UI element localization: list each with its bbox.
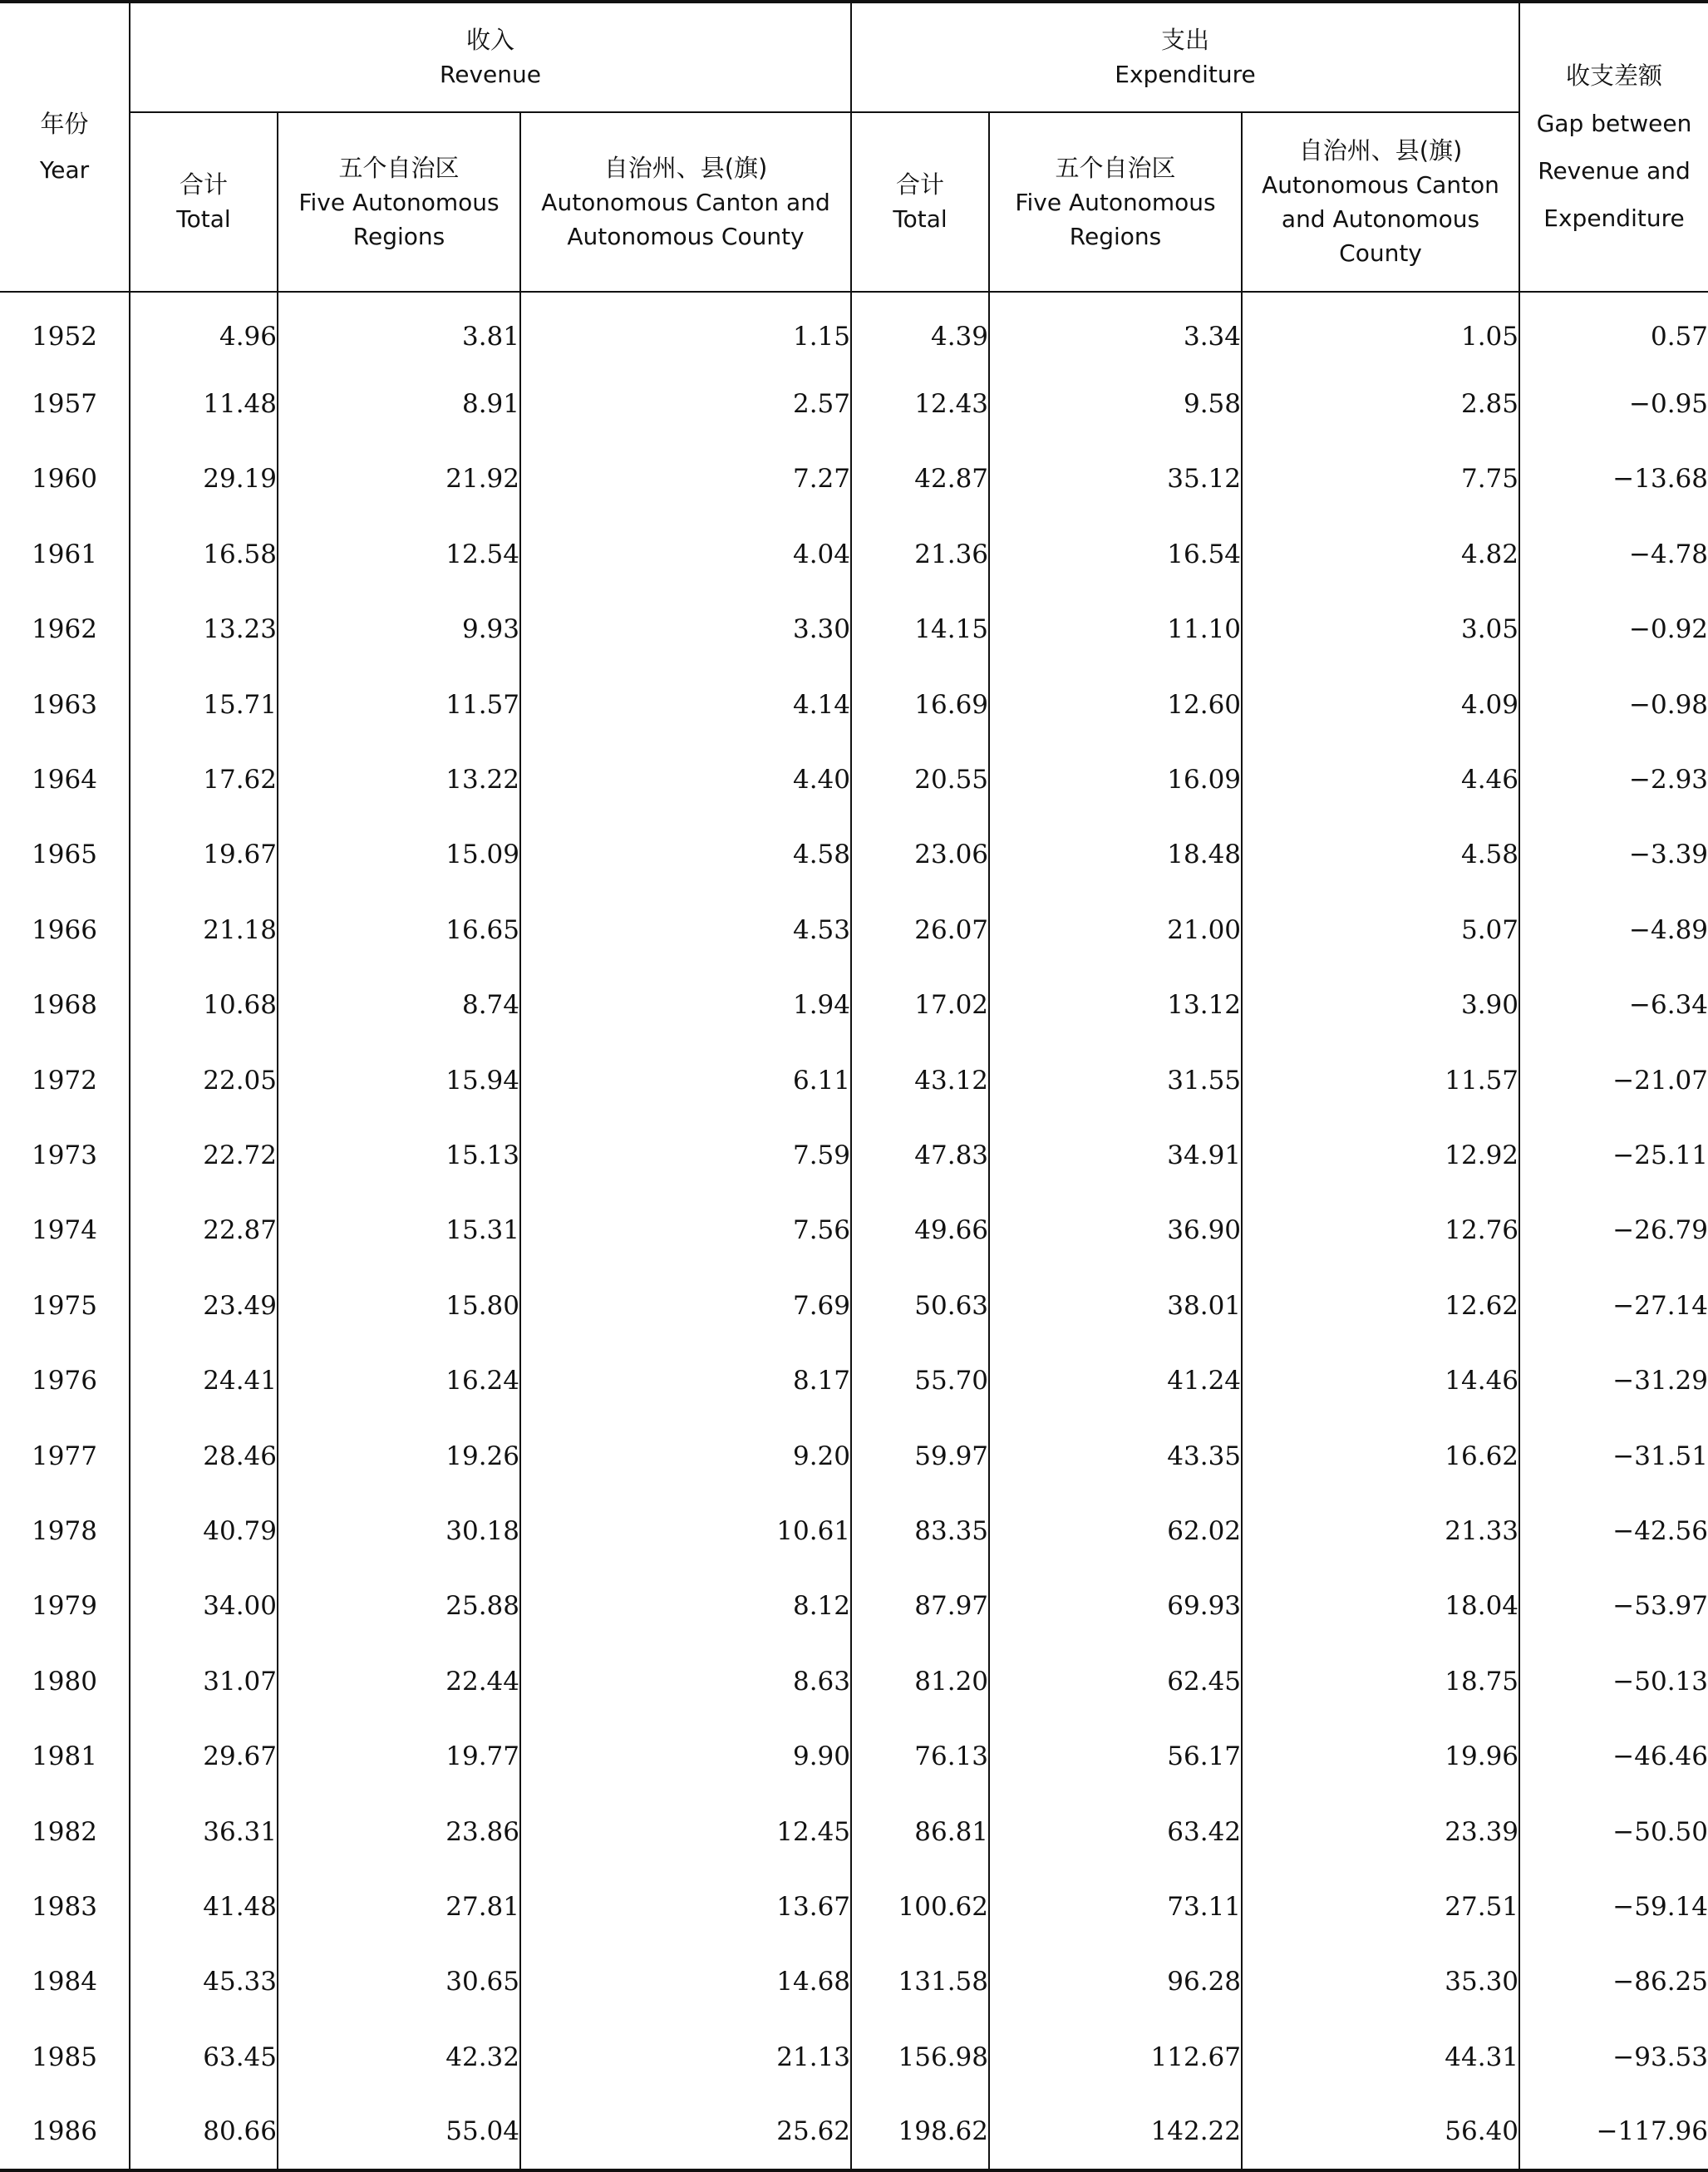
header-year-en: Year [39,156,90,184]
cell-revenue-total: 45.33 [130,1945,278,2020]
cell-year: 1973 [0,1118,130,1193]
cell-revenue-canton: 7.56 [520,1194,851,1268]
cell-revenue-regions: 30.65 [278,1945,520,2020]
header-expenditure-zh: 支出 [1161,26,1210,54]
header-revenue-regions [278,112,520,292]
cell-expenditure-canton: 19.96 [1242,1719,1519,1794]
header-expenditure-regions-en-1: Five Autonomous [1015,188,1216,216]
cell-year: 1982 [0,1795,130,1869]
cell-expenditure-regions: 35.12 [989,442,1242,517]
cell-year: 1960 [0,442,130,517]
cell-revenue-canton: 12.45 [520,1795,851,1869]
header-revenue-regions-en-1: Five Autonomous [298,188,500,216]
cell-revenue-canton: 7.69 [520,1268,851,1343]
header-revenue [130,2,851,112]
cell-expenditure-canton: 27.51 [1242,1869,1519,1944]
cell-revenue-canton: 9.20 [520,1419,851,1494]
cell-expenditure-regions: 11.10 [989,593,1242,667]
table-row [0,742,1708,817]
cell-expenditure-total: 81.20 [851,1644,989,1719]
table-row [0,367,1708,441]
cell-expenditure-canton: 12.76 [1242,1194,1519,1268]
cell-revenue-total: 40.79 [130,1494,278,1569]
cell-revenue-total: 34.00 [130,1569,278,1644]
header-gap [1519,2,1708,292]
cell-gap: −42.56 [1612,1515,1708,1546]
cell-year: 1984 [0,1945,130,2020]
cell-expenditure-regions: 31.55 [989,1043,1242,1118]
cell-revenue-canton: 3.30 [520,593,851,667]
table-row [0,1118,1708,1193]
header-revenue-canton-zh: 自治州、县(旗) [603,153,768,182]
cell-year: 1983 [0,1869,130,1944]
header-revenue-zh: 收入 [466,26,515,54]
table-row [0,2020,1708,2095]
cell-revenue-regions: 16.65 [278,893,520,968]
cell-revenue-total: 63.45 [130,2020,278,2095]
table-row [0,1795,1708,1869]
cell-expenditure-total: 156.98 [851,2020,989,2095]
cell-revenue-canton: 4.58 [520,818,851,893]
cell-expenditure-regions: 16.09 [989,742,1242,817]
table-row [0,1719,1708,1794]
cell-revenue-total: 17.62 [130,742,278,817]
cell-revenue-regions: 25.88 [278,1569,520,1644]
cell-expenditure-canton: 3.90 [1242,968,1519,1043]
cell-revenue-regions: 27.81 [278,1869,520,1944]
cell-expenditure-regions: 43.35 [989,1419,1242,1494]
header-expenditure-total-zh: 合计 [896,170,945,199]
header-expenditure-canton [1242,112,1519,292]
cell-expenditure-canton: 16.62 [1242,1419,1519,1494]
cell-revenue-regions: 23.86 [278,1795,520,1869]
cell-expenditure-total: 76.13 [851,1719,989,1794]
table-row [0,667,1708,742]
cell-expenditure-regions: 21.00 [989,893,1242,968]
cell-gap: −25.11 [1612,1140,1708,1170]
header-revenue-canton-en-1: Autonomous Canton and [541,188,830,216]
cell-expenditure-regions: 3.34 [989,292,1242,367]
cell-expenditure-regions: 12.60 [989,667,1242,742]
cell-year: 1952 [0,292,130,367]
cell-gap: −86.25 [1612,1967,1708,1997]
table-row [0,1644,1708,1719]
cell-year: 1979 [0,1569,130,1644]
cell-revenue-regions: 15.94 [278,1043,520,1118]
cell-revenue-total: 23.49 [130,1268,278,1343]
table-row [0,1494,1708,1569]
cell-expenditure-total: 100.62 [851,1869,989,1944]
cell-expenditure-total: 43.12 [851,1043,989,1118]
cell-year: 1965 [0,818,130,893]
cell-expenditure-total: 49.66 [851,1194,989,1268]
cell-revenue-regions: 55.04 [278,2095,520,2170]
cell-year: 1977 [0,1419,130,1494]
header-expenditure-regions-zh: 五个自治区 [1055,153,1176,182]
cell-expenditure-canton: 12.62 [1242,1268,1519,1343]
cell-revenue-total: 10.68 [130,968,278,1043]
header-revenue-total-zh: 合计 [179,170,228,199]
cell-revenue-regions: 3.81 [278,292,520,367]
cell-year: 1968 [0,968,130,1043]
cell-expenditure-total: 42.87 [851,442,989,517]
table-row [0,2095,1708,2170]
table-row [0,1343,1708,1418]
header-revenue-canton [520,112,851,292]
cell-revenue-regions: 13.22 [278,742,520,817]
cell-revenue-regions: 15.09 [278,818,520,893]
cell-revenue-total: 4.96 [130,292,278,367]
cell-expenditure-total: 17.02 [851,968,989,1043]
cell-year: 1981 [0,1719,130,1794]
cell-expenditure-canton: 23.39 [1242,1795,1519,1869]
cell-expenditure-canton: 11.57 [1242,1043,1519,1118]
cell-revenue-regions: 22.44 [278,1644,520,1719]
table-body [0,292,1708,2170]
cell-year: 1980 [0,1644,130,1719]
cell-year: 1986 [0,2095,130,2170]
cell-revenue-regions: 11.57 [278,667,520,742]
cell-revenue-canton: 7.59 [520,1118,851,1193]
cell-gap: −93.53 [1612,2041,1708,2072]
cell-expenditure-total: 47.83 [851,1118,989,1193]
cell-expenditure-total: 87.97 [851,1569,989,1644]
header-expenditure-total-en: Total [893,205,948,233]
cell-expenditure-total: 4.39 [851,292,989,367]
header-expenditure-total [851,112,989,292]
cell-gap: −0.92 [1629,614,1708,645]
cell-expenditure-regions: 112.67 [989,2020,1242,2095]
cell-expenditure-canton: 18.75 [1242,1644,1519,1719]
cell-revenue-regions: 8.74 [278,968,520,1043]
cell-expenditure-canton: 4.58 [1242,818,1519,893]
cell-revenue-regions: 8.91 [278,367,520,441]
header-year-zh: 年份 [40,110,89,138]
cell-year: 1964 [0,742,130,817]
cell-expenditure-canton: 4.82 [1242,517,1519,592]
cell-expenditure-regions: 63.42 [989,1795,1242,1869]
cell-gap: −27.14 [1612,1290,1708,1321]
cell-revenue-total: 24.41 [130,1343,278,1418]
cell-revenue-canton: 9.90 [520,1719,851,1794]
cell-revenue-total: 22.87 [130,1194,278,1268]
cell-expenditure-canton: 5.07 [1242,893,1519,968]
header-expenditure-canton-en-1: Autonomous Canton [1262,171,1499,199]
cell-revenue-canton: 4.14 [520,667,851,742]
cell-expenditure-regions: 96.28 [989,1945,1242,2020]
cell-gap: −0.98 [1629,689,1708,720]
cell-expenditure-regions: 56.17 [989,1719,1242,1794]
cell-gap: −26.79 [1612,1215,1708,1246]
cell-revenue-regions: 42.32 [278,2020,520,2095]
cell-gap: −0.95 [1629,389,1708,420]
cell-revenue-regions: 16.24 [278,1343,520,1418]
cell-revenue-total: 80.66 [130,2095,278,2170]
cell-expenditure-total: 59.97 [851,1419,989,1494]
table-row [0,292,1708,367]
cell-revenue-canton: 21.13 [520,2020,851,2095]
cell-revenue-total: 28.46 [130,1419,278,1494]
cell-revenue-canton: 1.15 [520,292,851,367]
header-revenue-canton-en-2: Autonomous County [567,222,805,250]
cell-revenue-canton: 2.57 [520,367,851,441]
cell-expenditure-regions: 142.22 [989,2095,1242,2170]
cell-expenditure-canton: 14.46 [1242,1343,1519,1418]
header-gap-zh: 收支差额 [1566,62,1663,90]
cell-revenue-regions: 15.80 [278,1268,520,1343]
cell-revenue-total: 21.18 [130,893,278,968]
table-row [0,1194,1708,1268]
cell-revenue-canton: 13.67 [520,1869,851,1944]
cell-expenditure-canton: 21.33 [1242,1494,1519,1569]
header-expenditure [851,2,1519,112]
header-revenue-regions-en-2: Regions [352,222,445,250]
header-revenue-en: Revenue [440,61,541,88]
header-expenditure-canton-en-2: and Autonomous [1281,205,1480,233]
cell-gap: −59.14 [1612,1891,1708,1922]
cell-expenditure-canton: 56.40 [1242,2095,1519,2170]
cell-year: 1966 [0,893,130,968]
cell-expenditure-canton: 18.04 [1242,1569,1519,1644]
cell-gap: −6.34 [1629,990,1708,1021]
cell-expenditure-canton: 4.09 [1242,667,1519,742]
table-row [0,1569,1708,1644]
cell-year: 1961 [0,517,130,592]
cell-expenditure-total: 83.35 [851,1494,989,1569]
table-row [0,1945,1708,2020]
cell-revenue-regions: 15.13 [278,1118,520,1193]
cell-expenditure-regions: 9.58 [989,367,1242,441]
cell-revenue-regions: 15.31 [278,1194,520,1268]
cell-expenditure-total: 14.15 [851,593,989,667]
cell-expenditure-canton: 4.46 [1242,742,1519,817]
cell-expenditure-total: 26.07 [851,893,989,968]
cell-year: 1972 [0,1043,130,1118]
cell-expenditure-regions: 41.24 [989,1343,1242,1418]
cell-expenditure-regions: 62.02 [989,1494,1242,1569]
cell-revenue-canton: 1.94 [520,968,851,1043]
cell-expenditure-total: 55.70 [851,1343,989,1418]
table-row [0,818,1708,893]
cell-expenditure-canton: 35.30 [1242,1945,1519,2020]
table-row [0,893,1708,968]
cell-revenue-regions: 12.54 [278,517,520,592]
cell-revenue-regions: 19.26 [278,1419,520,1494]
cell-revenue-total: 22.72 [130,1118,278,1193]
cell-year: 1978 [0,1494,130,1569]
table-row [0,593,1708,667]
cell-revenue-total: 31.07 [130,1644,278,1719]
cell-year: 1974 [0,1194,130,1268]
table-row [0,517,1708,592]
cell-year: 1985 [0,2020,130,2095]
cell-year: 1962 [0,593,130,667]
cell-gap: −31.29 [1612,1366,1708,1396]
header-gap-en-2: Revenue and [1538,157,1691,185]
cell-year: 1963 [0,667,130,742]
cell-revenue-total: 19.67 [130,818,278,893]
cell-expenditure-total: 21.36 [851,517,989,592]
table-row [0,1869,1708,1944]
cell-revenue-regions: 9.93 [278,593,520,667]
cell-revenue-total: 22.05 [130,1043,278,1118]
cell-expenditure-total: 131.58 [851,1945,989,2020]
header-revenue-regions-zh: 五个自治区 [338,153,460,182]
cell-revenue-canton: 25.62 [520,2095,851,2170]
cell-revenue-regions: 19.77 [278,1719,520,1794]
table-row [0,1043,1708,1118]
cell-expenditure-total: 12.43 [851,367,989,441]
cell-revenue-canton: 10.61 [520,1494,851,1569]
header-year [0,2,130,292]
cell-year: 1975 [0,1268,130,1343]
cell-expenditure-regions: 13.12 [989,968,1242,1043]
table-row [0,968,1708,1043]
cell-expenditure-regions: 62.45 [989,1644,1242,1719]
cell-revenue-canton: 14.68 [520,1945,851,2020]
cell-gap: −21.07 [1612,1065,1708,1096]
header-gap-en-3: Expenditure [1543,204,1685,232]
cell-revenue-canton: 7.27 [520,442,851,517]
cell-revenue-total: 15.71 [130,667,278,742]
cell-revenue-total: 36.31 [130,1795,278,1869]
cell-gap: −46.46 [1612,1741,1708,1772]
cell-expenditure-regions: 38.01 [989,1268,1242,1343]
header-revenue-total-en: Total [176,205,231,233]
cell-revenue-canton: 4.04 [520,517,851,592]
cell-revenue-canton: 4.40 [520,742,851,817]
cell-gap: −117.96 [1519,2095,1708,2170]
cell-year: 1957 [0,367,130,441]
cell-gap: −50.50 [1612,1816,1708,1847]
cell-gap: −4.89 [1629,914,1708,945]
cell-expenditure-total: 23.06 [851,818,989,893]
cell-expenditure-canton: 7.75 [1242,442,1519,517]
header-expenditure-regions [989,112,1242,292]
cell-revenue-regions: 21.92 [278,442,520,517]
cell-gap: −4.78 [1629,539,1708,569]
cell-gap: −31.51 [1612,1441,1708,1471]
header-gap-en-1: Gap between [1536,110,1692,137]
cell-gap: −53.97 [1612,1591,1708,1622]
cell-revenue-canton: 4.53 [520,893,851,968]
cell-expenditure-regions: 18.48 [989,818,1242,893]
cell-revenue-total: 29.67 [130,1719,278,1794]
header-expenditure-en: Expenditure [1115,61,1256,88]
cell-expenditure-regions: 73.11 [989,1869,1242,1944]
cell-expenditure-total: 20.55 [851,742,989,817]
header-expenditure-canton-zh: 自治州、县(旗) [1298,136,1463,165]
cell-expenditure-regions: 34.91 [989,1118,1242,1193]
cell-expenditure-regions: 16.54 [989,517,1242,592]
cell-gap: 0.57 [1650,322,1708,352]
cell-expenditure-total: 86.81 [851,1795,989,1869]
cell-expenditure-canton: 44.31 [1242,2020,1519,2095]
cell-revenue-canton: 8.63 [520,1644,851,1719]
header-revenue-total [130,112,278,292]
cell-revenue-canton: 8.12 [520,1569,851,1644]
cell-gap: −2.93 [1629,765,1708,795]
cell-revenue-regions: 30.18 [278,1494,520,1569]
cell-expenditure-total: 50.63 [851,1268,989,1343]
cell-year: 1976 [0,1343,130,1418]
cell-gap: −13.68 [1612,464,1708,495]
table-row [0,1419,1708,1494]
cell-revenue-total: 29.19 [130,442,278,517]
table-row [0,442,1708,517]
cell-expenditure-canton: 1.05 [1242,292,1519,367]
cell-revenue-total: 41.48 [130,1869,278,1944]
cell-expenditure-regions: 36.90 [989,1194,1242,1268]
cell-expenditure-total: 16.69 [851,667,989,742]
cell-revenue-total: 13.23 [130,593,278,667]
table-row [0,1268,1708,1343]
table-header [0,2,1708,292]
cell-expenditure-canton: 2.85 [1242,367,1519,441]
cell-gap: −3.39 [1629,840,1708,870]
header-expenditure-regions-en-2: Regions [1069,222,1162,250]
cell-revenue-canton: 8.17 [520,1343,851,1418]
cell-expenditure-canton: 3.05 [1242,593,1519,667]
cell-expenditure-canton: 12.92 [1242,1118,1519,1193]
cell-gap: −50.13 [1612,1666,1708,1697]
header-expenditure-canton-en-3: County [1339,239,1422,267]
cell-revenue-total: 16.58 [130,517,278,592]
cell-revenue-total: 11.48 [130,367,278,441]
cell-revenue-canton: 6.11 [520,1043,851,1118]
cell-expenditure-regions: 69.93 [989,1569,1242,1644]
cell-expenditure-total: 198.62 [851,2095,989,2170]
